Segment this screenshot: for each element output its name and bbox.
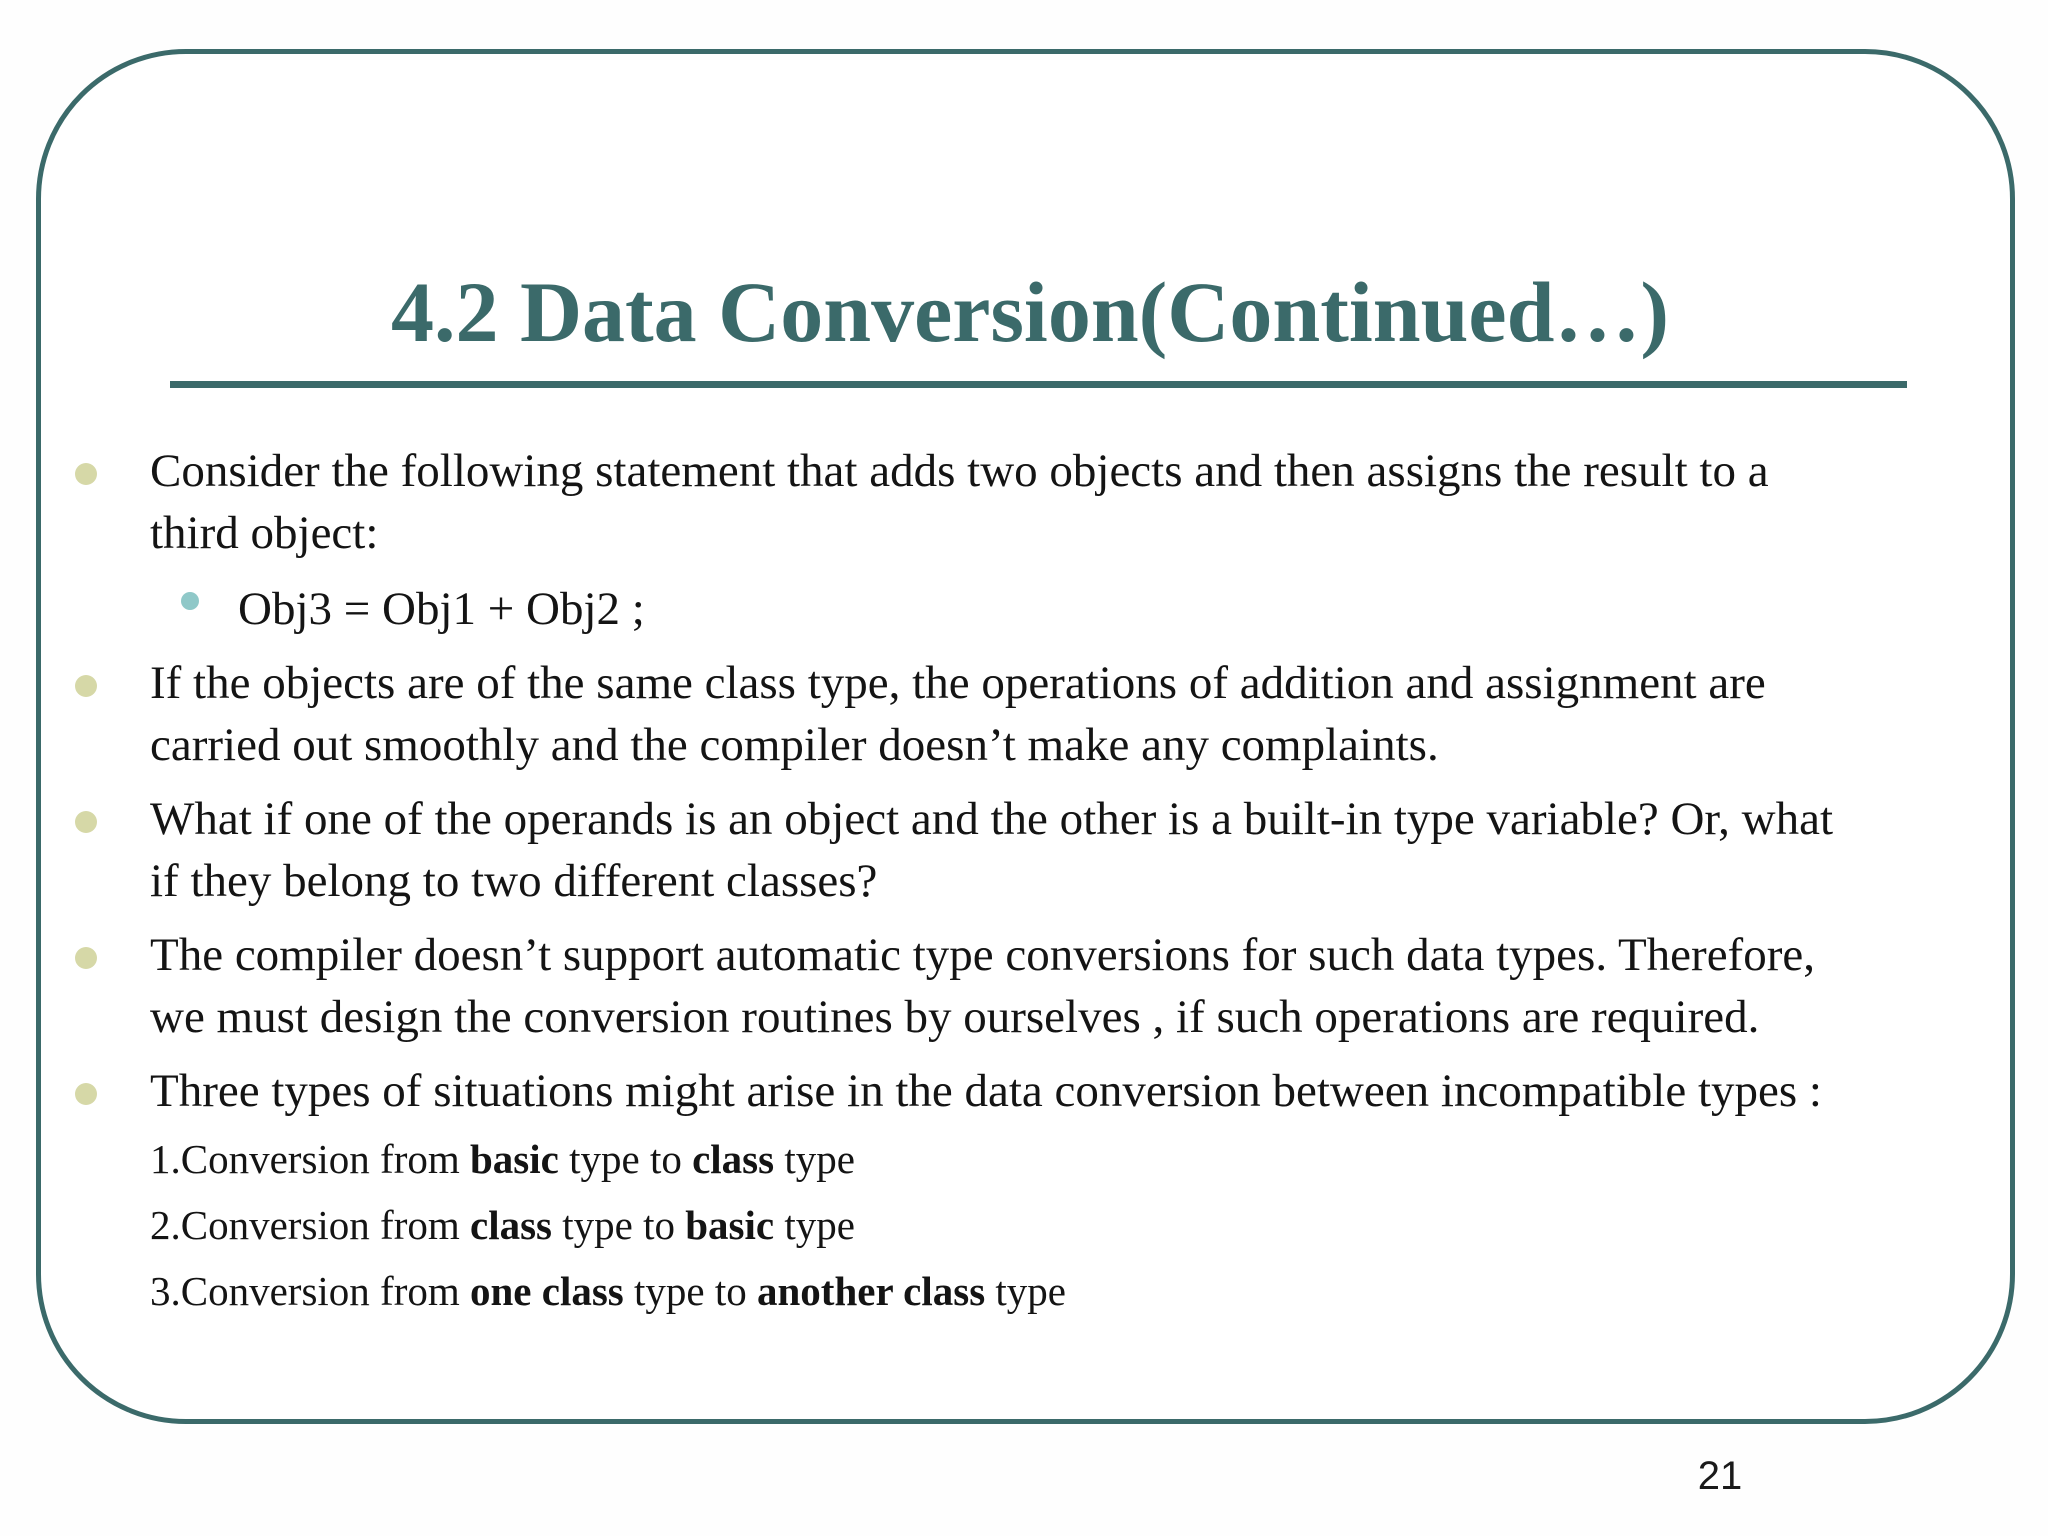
bullet-text-line: we must design the conversion routines by ourselves , if such operations are required. [150, 991, 1760, 1043]
bullet-icon [75, 811, 97, 833]
bullet-text-line: third object: [150, 507, 379, 559]
bullet-icon [75, 675, 97, 697]
bullet-text-line: Three types of situations might arise in the data conversion between incompatible types : [150, 1065, 1822, 1117]
page-number: 21 [1697, 1454, 1743, 1498]
numbered-item [150, 1131, 855, 1187]
numbered-item-mid: type to [623, 1268, 757, 1314]
numbered-item-prefix: 3.Conversion from [150, 1268, 470, 1314]
numbered-item-suffix: type [774, 1136, 855, 1182]
bullet-icon [75, 463, 97, 485]
numbered-item-bold: class [470, 1202, 552, 1248]
sub-bullet-text: Obj3 = Obj1 + Obj2 ; [238, 583, 645, 635]
bullet-icon [75, 947, 97, 969]
numbered-item-bold: class [692, 1136, 775, 1182]
numbered-item [150, 1263, 1066, 1319]
numbered-item-prefix: 1.Conversion from [150, 1136, 470, 1182]
numbered-item-bold: one class [470, 1268, 624, 1314]
bullet-icon [75, 1083, 97, 1105]
slide-title: 4.2 Data Conversion(Continued…) [390, 264, 1670, 360]
bullet-text-line: What if one of the operands is an object and the other is a built-in type variable? Or, what [150, 793, 1834, 845]
numbered-item-suffix: type [985, 1268, 1066, 1314]
numbered-item-prefix: 2.Conversion from [150, 1202, 470, 1248]
numbered-item [150, 1197, 855, 1253]
bullet-text-line: carried out smoothly and the compiler doesn’t make any complaints. [150, 719, 1439, 771]
numbered-item-mid: type to [552, 1202, 686, 1248]
numbered-item-mid: type to [558, 1136, 693, 1182]
numbered-item-suffix: type [774, 1202, 855, 1248]
numbered-item-bold: basic [685, 1202, 775, 1248]
numbered-item-bold: basic [470, 1136, 559, 1182]
bullet-text-line: if they belong to two different classes? [150, 855, 878, 907]
bullet-text-line: The compiler doesn’t support automatic type conversions for such data types. Therefore, [150, 929, 1815, 981]
bullet-text-line: Consider the following statement that adds two objects and then assigns the result to a [150, 445, 1769, 497]
sub-bullet-icon [181, 592, 199, 610]
numbered-item-bold: another class [756, 1268, 986, 1314]
bullet-text-line: If the objects are of the same class type, the operations of addition and assignment are [150, 657, 1766, 709]
